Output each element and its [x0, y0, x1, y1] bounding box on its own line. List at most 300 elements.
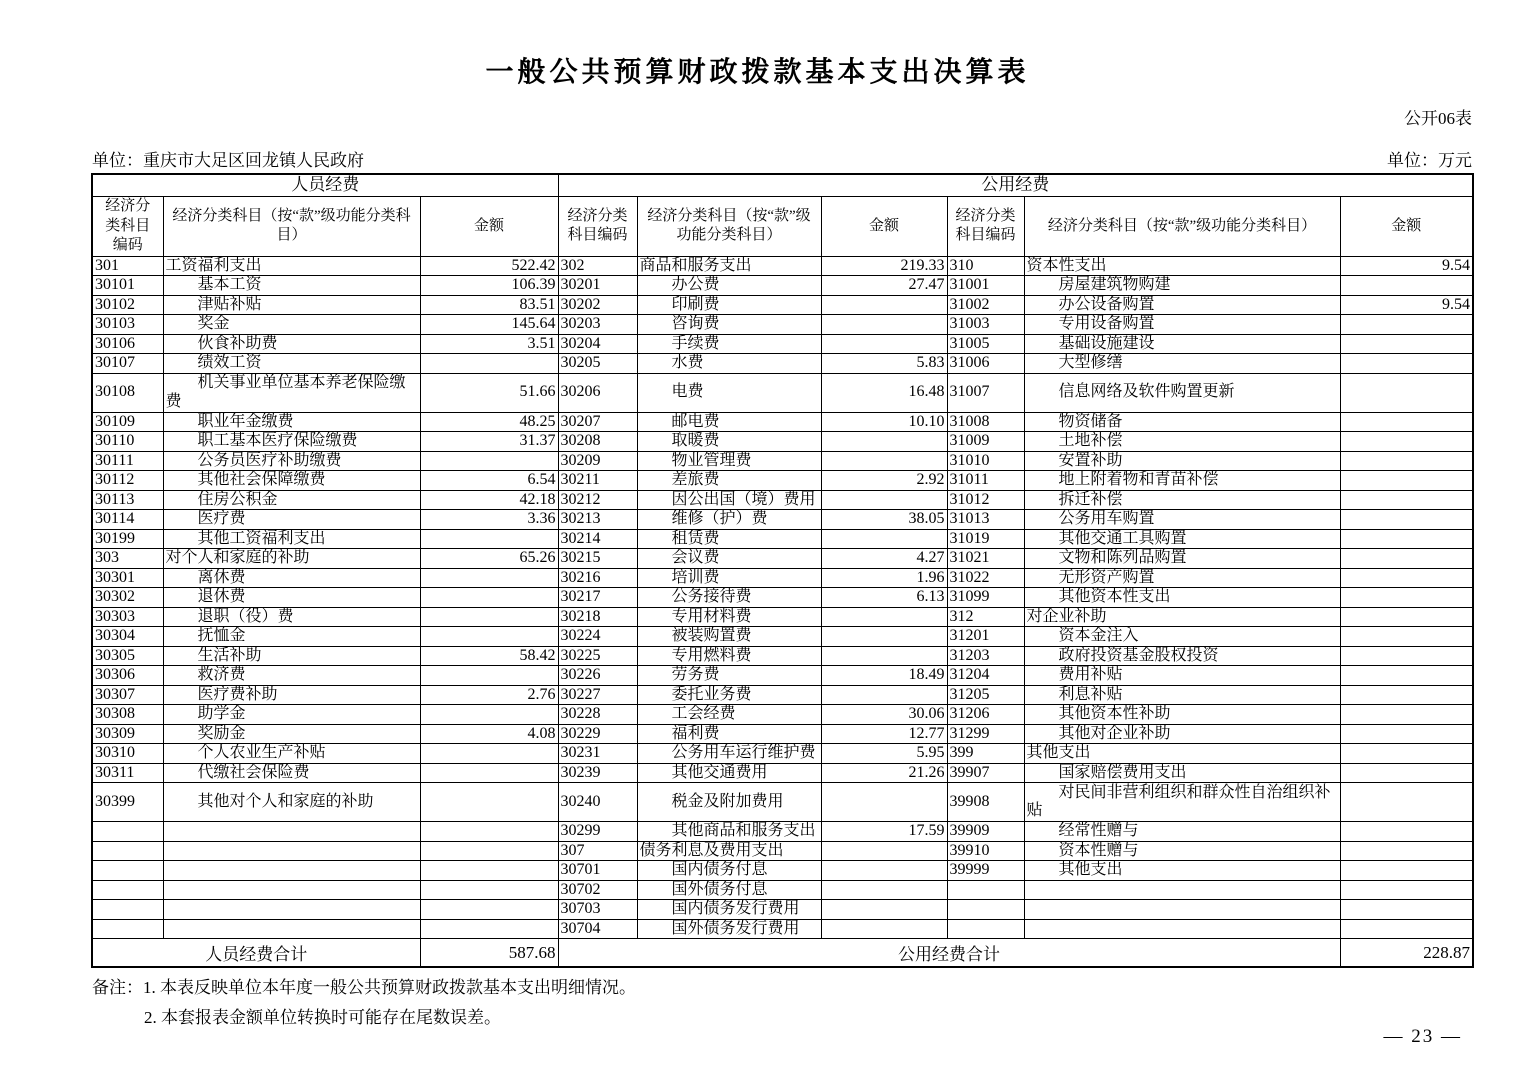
row-subject: 退职（役）费 [163, 607, 420, 627]
row-amount [821, 432, 947, 452]
row-amount [420, 822, 558, 842]
row-amount [1340, 588, 1473, 608]
table-row [92, 607, 1473, 627]
row-amount [821, 334, 947, 354]
row-code [947, 900, 1024, 920]
row-amount: 5.83 [821, 354, 947, 374]
row-amount: 2.76 [420, 685, 558, 705]
row-code: 39910 [947, 841, 1024, 861]
row-code: 30112 [92, 471, 163, 491]
row-amount: 1.96 [821, 568, 947, 588]
row-amount: 3.36 [420, 510, 558, 530]
row-code: 301 [92, 256, 163, 276]
row-code: 31002 [947, 295, 1024, 315]
row-code: 30229 [558, 724, 637, 744]
row-subject: 对企业补助 [1024, 607, 1340, 627]
row-subject: 专用材料费 [637, 607, 821, 627]
row-code: 30109 [92, 412, 163, 432]
row-amount [1340, 315, 1473, 335]
row-code: 30110 [92, 432, 163, 452]
row-subject: 其他支出 [1024, 861, 1340, 881]
row-subject [163, 861, 420, 881]
row-code: 31013 [947, 510, 1024, 530]
column-header-amount-2: 金额 [821, 197, 947, 257]
row-amount [821, 646, 947, 666]
row-amount [1340, 724, 1473, 744]
row-amount [1340, 432, 1473, 452]
row-code: 31003 [947, 315, 1024, 335]
row-amount [821, 315, 947, 335]
column-header-subject-3: 经济分类科目（按“款”级功能分类科目） [1024, 197, 1340, 257]
column-header-subject-1: 经济分类科目（按“款”级功能分类科目） [163, 197, 420, 257]
row-subject: 委托业务费 [637, 685, 821, 705]
table-row [92, 510, 1473, 530]
table-row [92, 256, 1473, 276]
row-code [92, 861, 163, 881]
row-code: 30211 [558, 471, 637, 491]
section-public-header: 公用经费 [558, 174, 1473, 197]
row-amount: 219.33 [821, 256, 947, 276]
row-code: 30206 [558, 373, 637, 412]
column-header-row [92, 197, 1473, 257]
section-personnel-header: 人员经费 [92, 174, 558, 197]
row-subject: 安置补助 [1024, 451, 1340, 471]
note-line-2: 2. 本套报表金额单位转换时可能存在尾数误差。 [144, 1008, 501, 1027]
row-subject: 工会经费 [637, 705, 821, 725]
row-subject: 债务利息及费用支出 [637, 841, 821, 861]
row-amount: 145.64 [420, 315, 558, 335]
row-code: 30305 [92, 646, 163, 666]
personnel-total-label: 人员经费合计 [92, 939, 420, 968]
row-subject: 工资福利支出 [163, 256, 420, 276]
row-subject: 助学金 [163, 705, 420, 725]
row-code: 30108 [92, 373, 163, 412]
row-subject: 对民间非营利组织和群众性自治组织补贴 [1024, 783, 1340, 822]
row-amount [1340, 412, 1473, 432]
row-amount: 522.42 [420, 256, 558, 276]
reporting-unit-label: 单位：重庆市大足区回龙镇人民政府 [92, 151, 364, 170]
row-code: 31011 [947, 471, 1024, 491]
row-amount [1340, 627, 1473, 647]
row-subject: 信息网络及软件购置更新 [1024, 373, 1340, 412]
row-subject: 代缴社会保险费 [163, 763, 420, 783]
row-amount: 18.49 [821, 666, 947, 686]
row-code: 31205 [947, 685, 1024, 705]
row-amount: 51.66 [420, 373, 558, 412]
row-amount [1340, 471, 1473, 491]
row-subject: 手续费 [637, 334, 821, 354]
row-code: 39999 [947, 861, 1024, 881]
table-row [92, 646, 1473, 666]
row-amount: 106.39 [420, 276, 558, 296]
row-code: 30203 [558, 315, 637, 335]
row-amount [1340, 354, 1473, 374]
row-subject: 离休费 [163, 568, 420, 588]
row-code: 30308 [92, 705, 163, 725]
table-row [92, 315, 1473, 335]
row-code: 30201 [558, 276, 637, 296]
table-body [92, 256, 1473, 939]
row-amount [1340, 646, 1473, 666]
row-amount [1340, 529, 1473, 549]
row-code: 30231 [558, 744, 637, 764]
row-subject: 其他对企业补助 [1024, 724, 1340, 744]
row-subject: 专用燃料费 [637, 646, 821, 666]
table-row [92, 685, 1473, 705]
table-row [92, 529, 1473, 549]
row-subject: 房屋建筑物购建 [1024, 276, 1340, 296]
row-amount [420, 763, 558, 783]
row-code: 307 [558, 841, 637, 861]
table-row [92, 919, 1473, 939]
row-amount [420, 451, 558, 471]
table-row [92, 763, 1473, 783]
row-subject: 对个人和家庭的补助 [163, 549, 420, 569]
row-subject: 资本性赠与 [1024, 841, 1340, 861]
row-subject [163, 841, 420, 861]
column-header-subject-2: 经济分类科目（按“款”级功能分类科目） [637, 197, 821, 257]
row-subject: 维修（护）费 [637, 510, 821, 530]
row-code: 30226 [558, 666, 637, 686]
row-code: 30214 [558, 529, 637, 549]
row-subject [1024, 900, 1340, 920]
row-amount [420, 783, 558, 822]
row-code: 30224 [558, 627, 637, 647]
row-amount [1340, 451, 1473, 471]
currency-unit-label: 单位：万元 [1387, 151, 1472, 170]
row-code: 30113 [92, 490, 163, 510]
row-subject: 商品和服务支出 [637, 256, 821, 276]
row-amount: 58.42 [420, 646, 558, 666]
row-amount [821, 783, 947, 822]
row-amount: 6.13 [821, 588, 947, 608]
row-amount: 4.27 [821, 549, 947, 569]
row-subject: 抚恤金 [163, 627, 420, 647]
row-subject: 土地补偿 [1024, 432, 1340, 452]
row-code: 30299 [558, 822, 637, 842]
row-subject: 国外债务付息 [637, 880, 821, 900]
row-amount [821, 627, 947, 647]
row-subject: 机关事业单位基本养老保险缴费 [163, 373, 420, 412]
row-amount [1340, 666, 1473, 686]
row-subject: 其他对个人和家庭的补助 [163, 783, 420, 822]
row-amount [1340, 705, 1473, 725]
row-subject: 经常性赠与 [1024, 822, 1340, 842]
row-code: 30306 [92, 666, 163, 686]
table-row [92, 334, 1473, 354]
row-amount [821, 880, 947, 900]
table-row [92, 471, 1473, 491]
row-code [92, 841, 163, 861]
row-amount [821, 861, 947, 881]
row-subject: 因公出国（境）费用 [637, 490, 821, 510]
row-subject: 国内债务付息 [637, 861, 821, 881]
row-subject: 被装购置费 [637, 627, 821, 647]
row-code: 31099 [947, 588, 1024, 608]
row-code: 30103 [92, 315, 163, 335]
row-subject: 取暖费 [637, 432, 821, 452]
row-subject: 大型修缮 [1024, 354, 1340, 374]
table-row [92, 295, 1473, 315]
row-code: 31012 [947, 490, 1024, 510]
row-amount [1340, 880, 1473, 900]
row-amount: 12.77 [821, 724, 947, 744]
row-code: 31022 [947, 568, 1024, 588]
table-row [92, 568, 1473, 588]
row-code: 30107 [92, 354, 163, 374]
row-amount [1340, 763, 1473, 783]
row-amount [420, 880, 558, 900]
row-subject: 医疗费 [163, 510, 420, 530]
row-subject [163, 822, 420, 842]
row-amount [420, 861, 558, 881]
row-code: 30301 [92, 568, 163, 588]
row-code [947, 919, 1024, 939]
row-subject: 伙食补助费 [163, 334, 420, 354]
row-subject: 会议费 [637, 549, 821, 569]
row-code: 30217 [558, 588, 637, 608]
row-code: 303 [92, 549, 163, 569]
column-header-code-1: 经济分类科目编码 [92, 197, 163, 257]
table-row [92, 354, 1473, 374]
row-code: 30208 [558, 432, 637, 452]
row-subject: 无形资产购置 [1024, 568, 1340, 588]
row-amount [821, 451, 947, 471]
row-amount [1340, 919, 1473, 939]
row-amount: 83.51 [420, 295, 558, 315]
table-row [92, 880, 1473, 900]
row-code: 39907 [947, 763, 1024, 783]
row-amount: 2.92 [821, 471, 947, 491]
row-subject: 物资储备 [1024, 412, 1340, 432]
row-amount [1340, 822, 1473, 842]
row-amount [420, 705, 558, 725]
column-header-amount-1: 金额 [420, 197, 558, 257]
row-subject: 邮电费 [637, 412, 821, 432]
row-subject: 劳务费 [637, 666, 821, 686]
row-amount: 16.48 [821, 373, 947, 412]
row-code: 31010 [947, 451, 1024, 471]
row-amount [420, 529, 558, 549]
row-code: 30702 [558, 880, 637, 900]
row-code: 30239 [558, 763, 637, 783]
row-code: 31021 [947, 549, 1024, 569]
row-code: 30228 [558, 705, 637, 725]
table-row [92, 822, 1473, 842]
row-code: 30701 [558, 861, 637, 881]
table-row [92, 724, 1473, 744]
row-amount [821, 685, 947, 705]
row-subject: 救济费 [163, 666, 420, 686]
row-subject: 国家赔偿费用支出 [1024, 763, 1340, 783]
row-amount [1340, 607, 1473, 627]
row-amount [1340, 744, 1473, 764]
row-subject: 资本金注入 [1024, 627, 1340, 647]
row-code: 30209 [558, 451, 637, 471]
row-amount [420, 607, 558, 627]
row-code: 30199 [92, 529, 163, 549]
row-code [92, 900, 163, 920]
row-code: 31201 [947, 627, 1024, 647]
row-amount [1340, 490, 1473, 510]
row-code: 31206 [947, 705, 1024, 725]
row-subject: 利息补贴 [1024, 685, 1340, 705]
row-subject: 培训费 [637, 568, 821, 588]
row-subject: 公务用车购置 [1024, 510, 1340, 530]
table-row [92, 432, 1473, 452]
column-header-code-3: 经济分类科目编码 [947, 197, 1024, 257]
row-amount: 27.47 [821, 276, 947, 296]
row-subject: 文物和陈列品购置 [1024, 549, 1340, 569]
table-row [92, 490, 1473, 510]
row-amount: 65.26 [420, 549, 558, 569]
row-amount [1340, 510, 1473, 530]
row-subject: 其他资本性补助 [1024, 705, 1340, 725]
row-amount [821, 607, 947, 627]
row-code: 30225 [558, 646, 637, 666]
table-row [92, 861, 1473, 881]
row-amount [420, 841, 558, 861]
row-code: 30303 [92, 607, 163, 627]
table-row [92, 705, 1473, 725]
row-amount [1340, 549, 1473, 569]
row-subject: 税金及附加费用 [637, 783, 821, 822]
row-amount [420, 354, 558, 374]
row-code: 31008 [947, 412, 1024, 432]
row-amount: 6.54 [420, 471, 558, 491]
row-subject: 差旅费 [637, 471, 821, 491]
row-subject: 拆迁补偿 [1024, 490, 1340, 510]
row-code: 30307 [92, 685, 163, 705]
row-amount: 21.26 [821, 763, 947, 783]
row-amount: 42.18 [420, 490, 558, 510]
row-subject: 政府投资基金股权投资 [1024, 646, 1340, 666]
row-code: 30703 [558, 900, 637, 920]
row-subject: 办公设备购置 [1024, 295, 1340, 315]
row-subject: 职工基本医疗保险缴费 [163, 432, 420, 452]
table-row [92, 900, 1473, 920]
row-amount: 30.06 [821, 705, 947, 725]
row-amount: 17.59 [821, 822, 947, 842]
row-amount [1340, 276, 1473, 296]
row-code: 30204 [558, 334, 637, 354]
table-row [92, 412, 1473, 432]
row-amount: 5.95 [821, 744, 947, 764]
section-header-row [92, 174, 1473, 197]
row-amount [1340, 373, 1473, 412]
row-subject: 职业年金缴费 [163, 412, 420, 432]
row-subject: 基础设施建设 [1024, 334, 1340, 354]
row-amount: 38.05 [821, 510, 947, 530]
row-code: 30101 [92, 276, 163, 296]
row-code: 30310 [92, 744, 163, 764]
row-subject: 租赁费 [637, 529, 821, 549]
row-subject: 公务员医疗补助缴费 [163, 451, 420, 471]
row-code: 30218 [558, 607, 637, 627]
row-amount [420, 919, 558, 939]
row-amount [821, 900, 947, 920]
row-subject: 住房公积金 [163, 490, 420, 510]
row-code: 30207 [558, 412, 637, 432]
row-amount: 48.25 [420, 412, 558, 432]
row-code: 30202 [558, 295, 637, 315]
row-code: 31204 [947, 666, 1024, 686]
row-amount [1340, 334, 1473, 354]
row-code: 30213 [558, 510, 637, 530]
row-code: 31203 [947, 646, 1024, 666]
row-code: 302 [558, 256, 637, 276]
row-code: 30205 [558, 354, 637, 374]
row-amount [1340, 685, 1473, 705]
row-amount [821, 490, 947, 510]
row-code: 39908 [947, 783, 1024, 822]
row-subject: 绩效工资 [163, 354, 420, 374]
row-subject: 公务用车运行维护费 [637, 744, 821, 764]
row-subject: 个人农业生产补贴 [163, 744, 420, 764]
row-amount: 31.37 [420, 432, 558, 452]
row-subject: 其他商品和服务支出 [637, 822, 821, 842]
table-row [92, 841, 1473, 861]
row-code: 312 [947, 607, 1024, 627]
row-subject: 基本工资 [163, 276, 420, 296]
table-row [92, 666, 1473, 686]
row-subject: 奖励金 [163, 724, 420, 744]
row-code: 30212 [558, 490, 637, 510]
row-code: 30240 [558, 783, 637, 822]
row-code: 31007 [947, 373, 1024, 412]
column-header-amount-3: 金额 [1340, 197, 1473, 257]
row-subject: 地上附着物和青苗补偿 [1024, 471, 1340, 491]
row-amount [1340, 841, 1473, 861]
row-code: 30106 [92, 334, 163, 354]
row-subject: 医疗费补助 [163, 685, 420, 705]
row-code: 30304 [92, 627, 163, 647]
page-title: 一般公共预算财政拨款基本支出决算表 [485, 57, 1030, 88]
row-subject: 费用补贴 [1024, 666, 1340, 686]
table-row [92, 373, 1473, 412]
table-row [92, 627, 1473, 647]
row-subject: 电费 [637, 373, 821, 412]
row-subject [1024, 880, 1340, 900]
row-code: 30114 [92, 510, 163, 530]
row-code [92, 880, 163, 900]
row-subject: 物业管理费 [637, 451, 821, 471]
row-code: 30302 [92, 588, 163, 608]
row-amount: 4.08 [420, 724, 558, 744]
row-subject: 其他交通工具购置 [1024, 529, 1340, 549]
row-amount: 9.54 [1340, 295, 1473, 315]
row-code: 30111 [92, 451, 163, 471]
row-code: 30216 [558, 568, 637, 588]
row-amount [420, 666, 558, 686]
row-subject: 其他资本性支出 [1024, 588, 1340, 608]
row-subject: 其他工资福利支出 [163, 529, 420, 549]
row-subject: 专用设备购置 [1024, 315, 1340, 335]
row-subject: 其他社会保障缴费 [163, 471, 420, 491]
row-amount [420, 900, 558, 920]
table-row [92, 451, 1473, 471]
row-subject: 公务接待费 [637, 588, 821, 608]
row-code: 31009 [947, 432, 1024, 452]
column-header-code-2: 经济分类科目编码 [558, 197, 637, 257]
row-amount [420, 568, 558, 588]
row-subject: 津贴补贴 [163, 295, 420, 315]
row-subject: 奖金 [163, 315, 420, 335]
row-subject [163, 919, 420, 939]
row-amount: 10.10 [821, 412, 947, 432]
row-subject: 水费 [637, 354, 821, 374]
row-code: 310 [947, 256, 1024, 276]
